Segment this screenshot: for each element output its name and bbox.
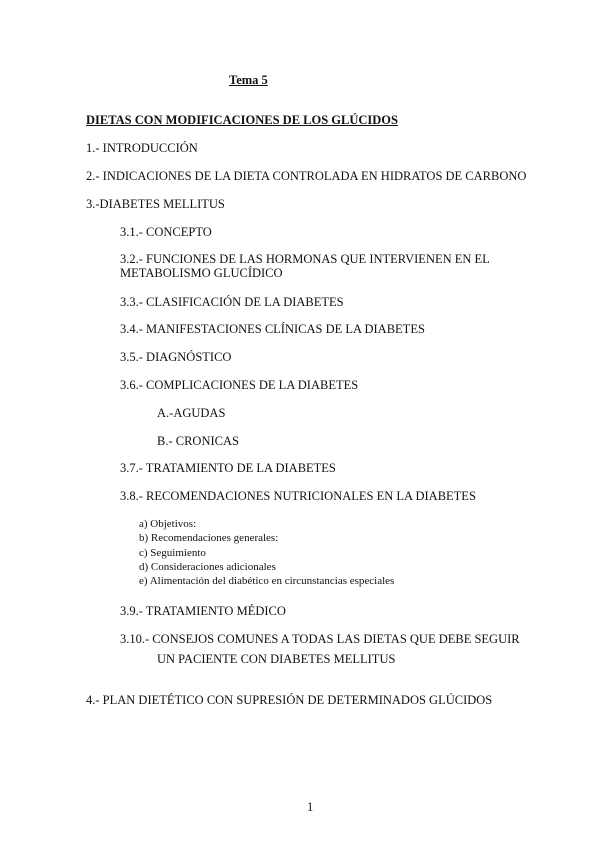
section-3-5: 3.5.- DIAGNÓSTICO	[120, 350, 232, 364]
page-number: 1	[307, 800, 314, 814]
section-3-6-a: A.-AGUDAS	[157, 406, 226, 420]
section-3: 3.-DIABETES MELLITUS	[86, 197, 225, 211]
section-3-2-line2: METABOLISMO GLUCÍDICO	[120, 266, 283, 280]
list-item: e) Alimentación del diabético en circunstancias especiales	[139, 575, 395, 587]
section-3-3: 3.3.- CLASIFICACIÓN DE LA DIABETES	[120, 295, 344, 309]
section-3-6: 3.6.- COMPLICACIONES DE LA DIABETES	[120, 378, 359, 392]
section-3-10-line1: 3.10.- CONSEJOS COMUNES A TODAS LAS DIETAS QUE DEBE SEGUIR	[120, 632, 520, 646]
list-item: b) Recomendaciones generales:	[139, 532, 279, 544]
list-item: d) Consideraciones adicionales	[139, 561, 276, 573]
section-4: 4.- PLAN DIETÉTICO CON SUPRESIÓN DE DETERMINADOS GLÚCIDOS	[86, 693, 493, 707]
section-3-10-line2: UN PACIENTE CON DIABETES MELLITUS	[157, 652, 396, 666]
section-3-8: 3.8.- RECOMENDACIONES NUTRICIONALES EN LA DIABETES	[120, 489, 476, 503]
section-3-4: 3.4.- MANIFESTACIONES CLÍNICAS DE LA DIABETES	[120, 322, 425, 336]
section-3-6-b: B.- CRONICAS	[157, 434, 239, 448]
list-item: c) Seguimiento	[139, 547, 206, 559]
section-3-1: 3.1.- CONCEPTO	[120, 225, 212, 239]
section-3-7: 3.7.- TRATAMIENTO DE LA DIABETES	[120, 461, 336, 475]
section-3-2-line1: 3.2.- FUNCIONES DE LAS HORMONAS QUE INTERVIENEN EN EL	[120, 252, 490, 266]
section-1: 1.- INTRODUCCIÓN	[86, 141, 198, 155]
topic-heading: Tema 5	[229, 73, 268, 87]
list-item: a) Objetivos:	[139, 518, 197, 530]
section-2: 2.- INDICACIONES DE LA DIETA CONTROLADA EN HIDRATOS DE CARBONO	[86, 169, 527, 183]
document-title: DIETAS CON MODIFICACIONES DE LOS GLÚCIDOS	[86, 113, 398, 127]
section-3-9: 3.9.- TRATAMIENTO MÉDICO	[120, 604, 286, 618]
